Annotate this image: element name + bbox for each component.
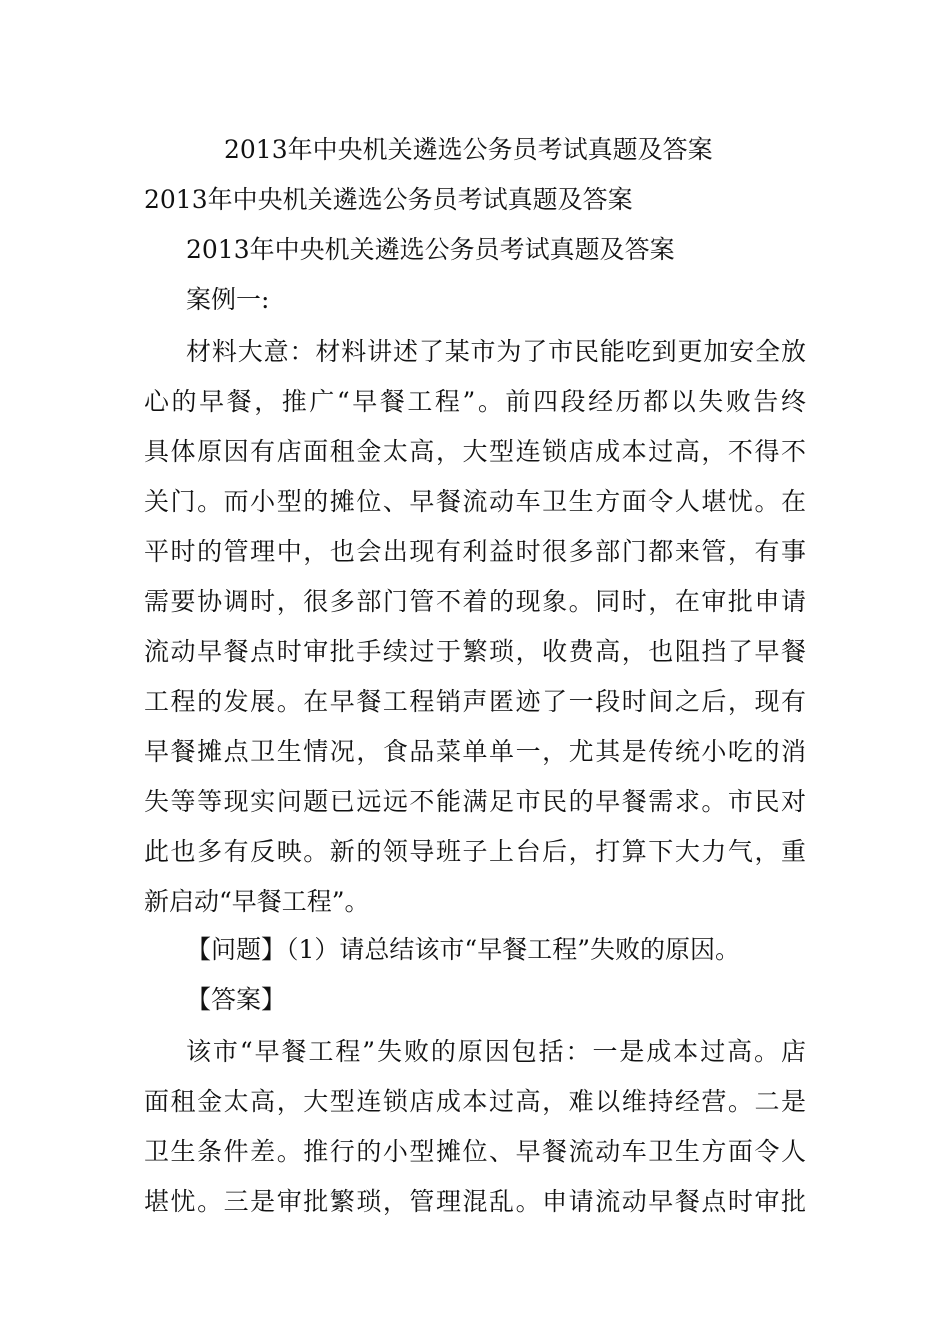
answer-line-1: 该市“早餐工程”失败的原因包括：一是成本过高。店 [186, 1037, 806, 1066]
answer-line-2: 面租金太高，大型连锁店成本过高，难以维持经营。二是 [144, 1087, 806, 1116]
material-line-1: 材料大意：材料讲述了某市为了市民能吃到更加安全放 [186, 337, 806, 366]
question-text: 【问题】（1）请总结该市“早餐工程”失败的原因。 [186, 935, 740, 964]
material-line-6: 需要协调时，很多部门管不着的现象。同时，在审批申请 [144, 587, 806, 616]
case-heading: 案例一: [186, 285, 270, 314]
material-line-5: 平时的管理中，也会出现有利益时很多部门都来管，有事 [144, 537, 806, 566]
document-title-indented: 2013年中央机关遴选公务员考试真题及答案 [186, 235, 675, 264]
material-line-7: 流动早餐点时审批手续过于繁琐，收费高，也阻挡了早餐 [144, 637, 806, 666]
material-line-2: 心的早餐，推广“早餐工程”。前四段经历都以失败告终 [144, 387, 806, 416]
material-line-3: 具体原因有店面租金太高，大型连锁店成本过高，不得不 [144, 437, 806, 466]
answer-heading: 【答案】 [186, 985, 287, 1014]
material-line-9: 早餐摊点卫生情况，食品菜单单一，尤其是传统小吃的消 [144, 737, 806, 766]
material-line-11: 此也多有反映。新的领导班子上台后，打算下大力气，重 [144, 837, 806, 866]
answer-line-4: 堪忧。三是审批繁琐，管理混乱。申请流动早餐点时审批 [144, 1187, 806, 1216]
document-title-centered: 2013年中央机关遴选公务员考试真题及答案 [224, 135, 713, 164]
material-line-8: 工程的发展。在早餐工程销声匿迹了一段时间之后，现有 [144, 687, 806, 716]
material-line-4: 关门。而小型的摊位、早餐流动车卫生方面令人堪忧。在 [144, 487, 806, 516]
answer-line-3: 卫生条件差。推行的小型摊位、早餐流动车卫生方面令人 [144, 1137, 806, 1166]
document-title-left: 2013年中央机关遴选公务员考试真题及答案 [144, 185, 633, 214]
material-line-10: 失等等现实问题已远远不能满足市民的早餐需求。市民对 [144, 787, 806, 816]
material-line-12: 新启动“早餐工程”。 [144, 887, 370, 916]
